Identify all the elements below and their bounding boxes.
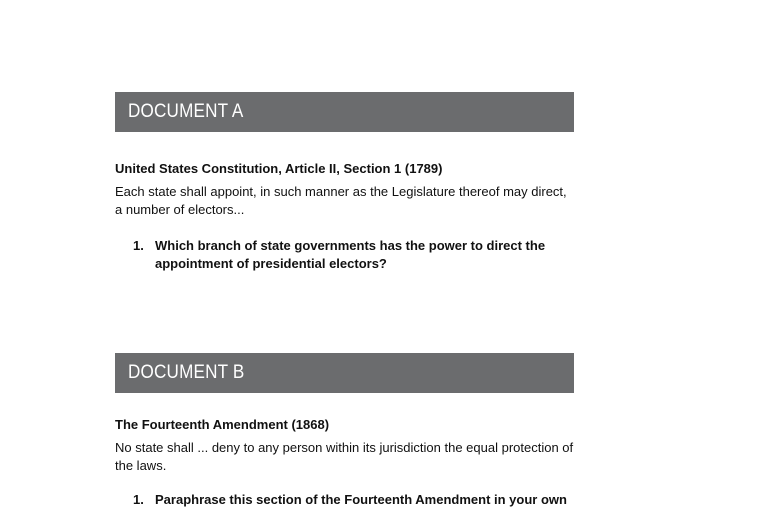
document-a-excerpt-line: a number of electors... bbox=[115, 202, 245, 217]
document-b-excerpt-line: No state shall ... deny to any person within its jurisdiction the equal protection of bbox=[115, 440, 574, 455]
document-b-title: DOCUMENT B bbox=[128, 362, 245, 383]
question-text-line: Which branch of state governments has the power to direct the bbox=[155, 238, 546, 253]
document-b-banner bbox=[115, 353, 574, 393]
question-text-line: Paraphrase this section of the Fourteenth Amendment in your own bbox=[155, 492, 567, 507]
document-b-source-title: The Fourteenth Amendment (1868) bbox=[115, 417, 330, 432]
question-text bbox=[155, 491, 567, 509]
document-b-question bbox=[133, 491, 567, 509]
question-number: 1. bbox=[133, 492, 144, 507]
document-b-excerpt bbox=[115, 439, 585, 475]
document-a-banner bbox=[115, 92, 574, 132]
document-a-source-title: United States Constitution, Article II, Section 1 (1789) bbox=[115, 161, 443, 176]
document-a-title: DOCUMENT A bbox=[128, 101, 244, 122]
question-number: 1. bbox=[133, 238, 144, 253]
document-a-question bbox=[133, 237, 553, 273]
document-a-excerpt bbox=[115, 183, 585, 219]
document-b-excerpt-line: the laws. bbox=[115, 458, 167, 473]
question-text-line: appointment of presidential electors? bbox=[155, 256, 387, 271]
question-text bbox=[155, 237, 545, 273]
document-a-excerpt-line: Each state shall appoint, in such manner as the Legislature thereof may direct, bbox=[115, 184, 567, 199]
